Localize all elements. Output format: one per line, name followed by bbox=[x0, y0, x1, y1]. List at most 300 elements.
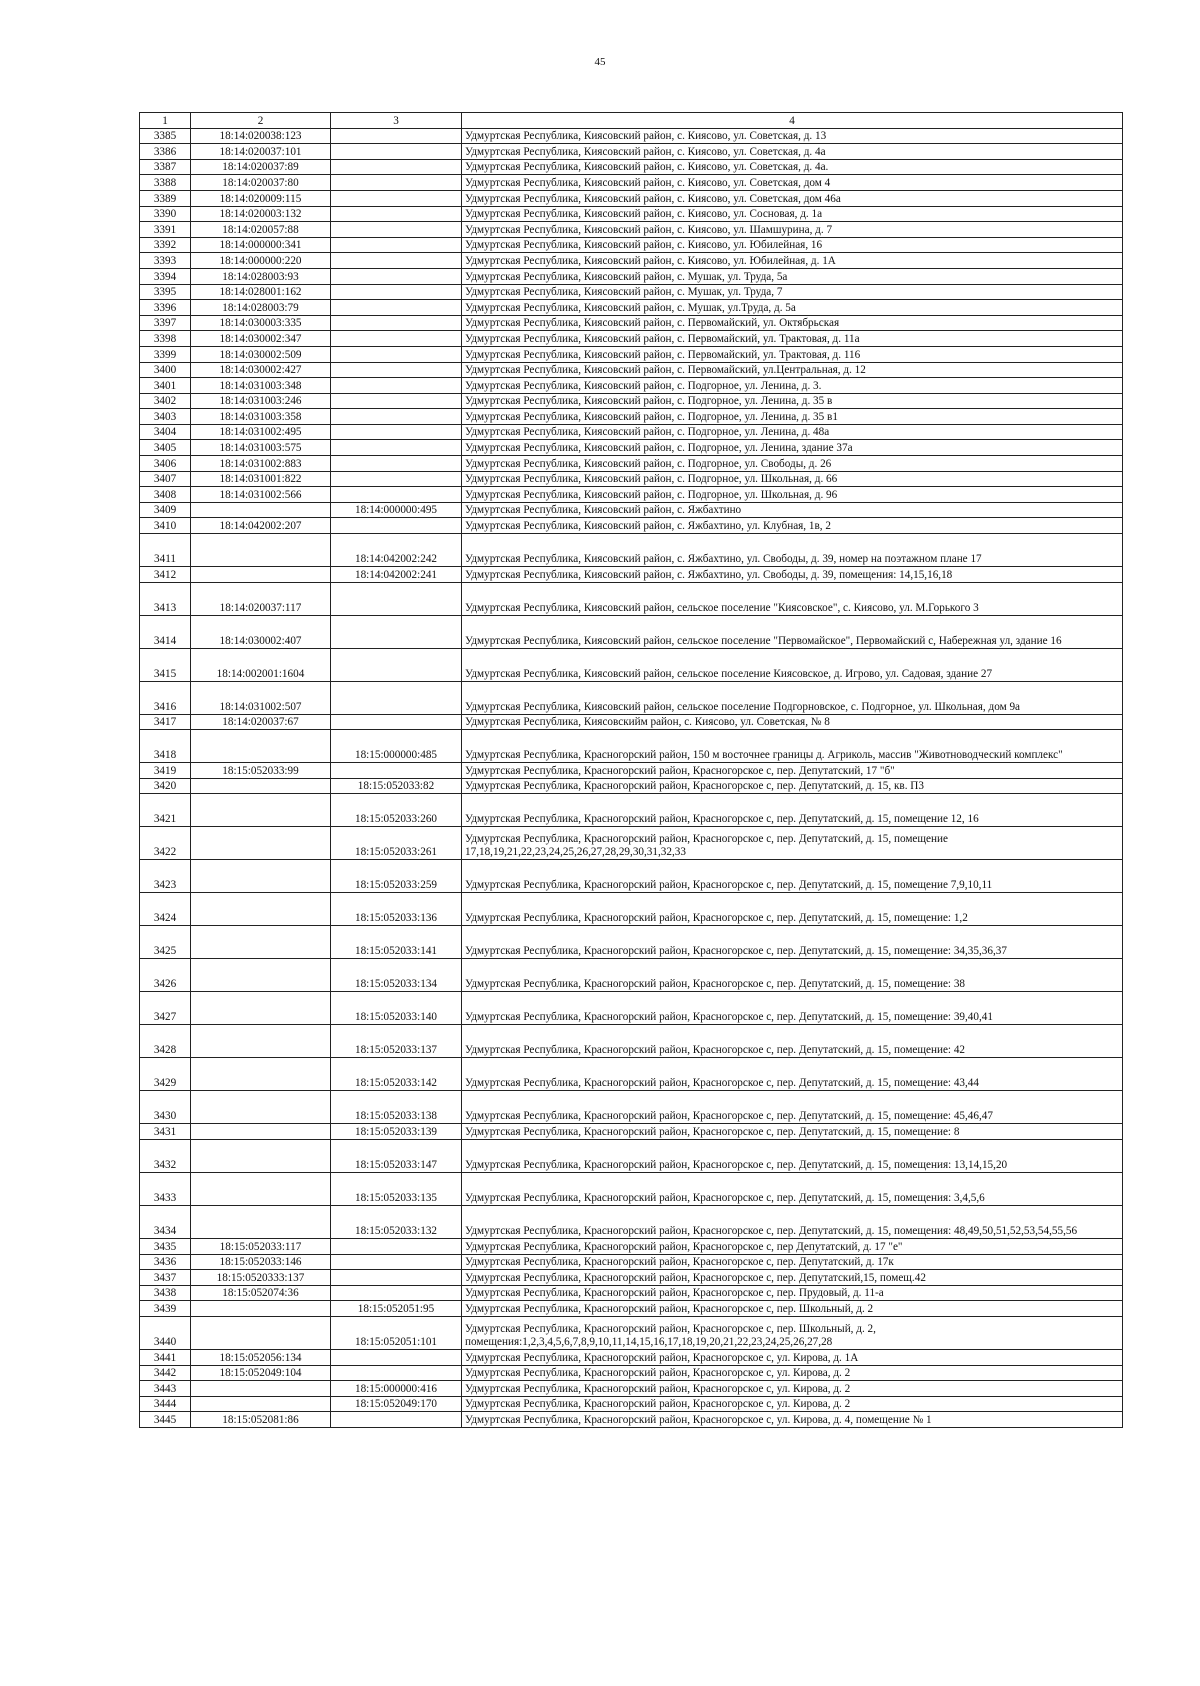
cadastral-number-col2 bbox=[191, 1124, 331, 1140]
address: Удмуртская Республика, Киясовский район, с. Мушак, ул.Труда, д. 5а bbox=[462, 300, 1123, 316]
cadastral-number-col2: 18:14:031003:348 bbox=[191, 378, 331, 394]
cadastral-number-col3 bbox=[331, 456, 462, 472]
cadastral-number-col2: 18:14:031001:822 bbox=[191, 471, 331, 487]
address: Удмуртская Республика, Киясовский район, с. Первомайский, ул. Трактовая, д. 11а bbox=[462, 331, 1123, 347]
cadastral-number-col2: 18:14:028003:93 bbox=[191, 268, 331, 284]
cadastral-number-col2: 18:14:031002:495 bbox=[191, 424, 331, 440]
row-number: 3391 bbox=[140, 222, 191, 238]
row-number: 3420 bbox=[140, 778, 191, 794]
row-number: 3411 bbox=[140, 534, 191, 567]
address: Удмуртская Республика, Киясовский район, с. Первомайский, ул.Центральная, д. 12 bbox=[462, 362, 1123, 378]
address: Удмуртская Республика, Киясовский район, с. Яжбахтино bbox=[462, 502, 1123, 518]
address: Удмуртская Республика, Киясовский район, с. Киясово, ул. Юбилейная, 16 bbox=[462, 237, 1123, 253]
address: Удмуртская Республика, Киясовский район, с. Яжбахтино, ул. Свободы, д. 39, номер на поэтажном плане 17 bbox=[462, 534, 1123, 567]
cadastral-number-col2 bbox=[191, 1381, 331, 1397]
cadastral-number-col3 bbox=[331, 615, 462, 648]
address: Удмуртская Республика, Красногорский район, Красногорское с, пер. Депутатский,15, помещ.42 bbox=[462, 1270, 1123, 1286]
row-number: 3439 bbox=[140, 1301, 191, 1317]
row-number: 3425 bbox=[140, 926, 191, 959]
table-row bbox=[140, 284, 1123, 300]
address: Удмуртская Республика, Красногорский район, Красногорское с, пер. Депутатский, д. 15, помещение: 38 bbox=[462, 959, 1123, 992]
cadastral-number-col2 bbox=[191, 502, 331, 518]
cadastral-number-col3 bbox=[331, 315, 462, 331]
table-row bbox=[140, 1124, 1123, 1140]
row-number: 3433 bbox=[140, 1173, 191, 1206]
cadastral-number-col2 bbox=[191, 567, 331, 583]
address: Удмуртская Республика, Киясовский район, с. Подгорное, ул. Ленина, д. 35 в1 bbox=[462, 409, 1123, 425]
cadastral-number-col2: 18:14:000000:341 bbox=[191, 237, 331, 253]
row-number: 3387 bbox=[140, 159, 191, 175]
table-row bbox=[140, 346, 1123, 362]
address: Удмуртская Республика, Киясовский район, с. Яжбахтино, ул. Свободы, д. 39, помещения: 14,15,16,18 bbox=[462, 567, 1123, 583]
cadastral-number-col2 bbox=[191, 1091, 331, 1124]
address: Удмуртская Республика, Красногорский район, Красногорское с, ул. Кирова, д. 1А bbox=[462, 1349, 1123, 1365]
address: Удмуртская Республика, Красногорский район, Красногорское с, ул. Кирова, д. 2 bbox=[462, 1365, 1123, 1381]
cadastral-number-col2: 18:14:031002:507 bbox=[191, 681, 331, 714]
table-body bbox=[140, 128, 1123, 1427]
table-row bbox=[140, 794, 1123, 827]
table-row bbox=[140, 190, 1123, 206]
cadastral-number-col3: 18:15:052033:147 bbox=[331, 1140, 462, 1173]
table-row bbox=[140, 487, 1123, 503]
row-number: 3429 bbox=[140, 1058, 191, 1091]
row-number: 3424 bbox=[140, 893, 191, 926]
row-number: 3390 bbox=[140, 206, 191, 222]
table-row bbox=[140, 582, 1123, 615]
cadastral-number-col2: 18:14:030003:335 bbox=[191, 315, 331, 331]
row-number: 3403 bbox=[140, 409, 191, 425]
row-number: 3436 bbox=[140, 1254, 191, 1270]
cadastral-number-col2: 18:14:030002:509 bbox=[191, 346, 331, 362]
address: Удмуртская Республика, Красногорский район, Красногорское с, пер. Депутатский, 17 "б" bbox=[462, 763, 1123, 779]
row-number: 3409 bbox=[140, 502, 191, 518]
table-row bbox=[140, 300, 1123, 316]
table-row bbox=[140, 1206, 1123, 1239]
address: Удмуртская Республика, Киясовский район, с. Киясово, ул. Юбилейная, д. 1А bbox=[462, 253, 1123, 269]
address: Удмуртская Республика, Красногорский район, Красногорское с, ул. Кирова, д. 2 bbox=[462, 1381, 1123, 1397]
address: Удмуртская Республика, Красногорский район, Красногорское с, пер. Депутатский, д. 15, помещение: 45,46,47 bbox=[462, 1091, 1123, 1124]
table-row bbox=[140, 1396, 1123, 1412]
table-row bbox=[140, 206, 1123, 222]
table-row bbox=[140, 471, 1123, 487]
cadastral-number-col3 bbox=[331, 284, 462, 300]
cadastral-number-col3: 18:15:052049:170 bbox=[331, 1396, 462, 1412]
cadastral-number-col2 bbox=[191, 794, 331, 827]
row-number: 3432 bbox=[140, 1140, 191, 1173]
cadastral-number-col3: 18:15:052033:82 bbox=[331, 778, 462, 794]
cadastral-number-col2 bbox=[191, 827, 331, 860]
table-row bbox=[140, 1173, 1123, 1206]
cadastral-number-col3 bbox=[331, 440, 462, 456]
table-row bbox=[140, 1285, 1123, 1301]
address: Удмуртская Республика, Киясовский район, сельское поселение Киясовское, д. Игрово, ул. Садовая, здание 27 bbox=[462, 648, 1123, 681]
cadastral-number-col2: 18:14:020057:88 bbox=[191, 222, 331, 238]
cadastral-number-col2: 18:14:020037:117 bbox=[191, 582, 331, 615]
row-number: 3443 bbox=[140, 1381, 191, 1397]
table-row bbox=[140, 992, 1123, 1025]
cadastral-number-col2 bbox=[191, 959, 331, 992]
column-header-3: 3 bbox=[331, 113, 462, 129]
address: Удмуртская Республика, Киясовский район, с. Подгорное, ул. Ленина, д. 48а bbox=[462, 424, 1123, 440]
cadastral-number-col2: 18:15:052056:134 bbox=[191, 1349, 331, 1365]
cadastral-number-col3 bbox=[331, 393, 462, 409]
cadastral-number-col3 bbox=[331, 518, 462, 534]
cadastral-number-col3 bbox=[331, 268, 462, 284]
cadastral-number-col2 bbox=[191, 1140, 331, 1173]
row-number: 3442 bbox=[140, 1365, 191, 1381]
table-row bbox=[140, 175, 1123, 191]
table-row bbox=[140, 253, 1123, 269]
table-row bbox=[140, 518, 1123, 534]
cadastral-number-col2: 18:14:000000:220 bbox=[191, 253, 331, 269]
row-number: 3440 bbox=[140, 1316, 191, 1349]
address: Удмуртская Республика, Киясовский район, с. Киясово, ул. Советская, д. 13 bbox=[462, 128, 1123, 144]
table-row bbox=[140, 1349, 1123, 1365]
cadastral-number-col2: 18:14:002001:1604 bbox=[191, 648, 331, 681]
address: Удмуртская Республика, Красногорский район, Красногорское с, пер. Депутатский, д. 15, помещение: 1,2 bbox=[462, 893, 1123, 926]
cadastral-number-col2: 18:14:020037:89 bbox=[191, 159, 331, 175]
cadastral-number-col3 bbox=[331, 237, 462, 253]
cadastral-number-col2: 18:14:020038:123 bbox=[191, 128, 331, 144]
address: Удмуртская Республика, Красногорский район, Красногорское с, пер. Депутатский, д. 15, кв. П3 bbox=[462, 778, 1123, 794]
address: Удмуртская Республика, Красногорский район, Красногорское с, пер. Депутатский, д. 15, помещение 7,9,10,11 bbox=[462, 860, 1123, 893]
table-row bbox=[140, 1381, 1123, 1397]
cadastral-number-col3 bbox=[331, 378, 462, 394]
table-row bbox=[140, 1270, 1123, 1286]
cadastral-number-col3 bbox=[331, 1254, 462, 1270]
row-number: 3401 bbox=[140, 378, 191, 394]
cadastral-number-col3: 18:15:052033:261 bbox=[331, 827, 462, 860]
table-row bbox=[140, 1140, 1123, 1173]
cadastral-number-col3 bbox=[331, 471, 462, 487]
row-number: 3402 bbox=[140, 393, 191, 409]
cadastral-number-col2: 18:14:031003:246 bbox=[191, 393, 331, 409]
address: Удмуртская Республика, Киясовский район, с. Киясово, ул. Советская, дом 4 bbox=[462, 175, 1123, 191]
row-number: 3427 bbox=[140, 992, 191, 1025]
table-row bbox=[140, 237, 1123, 253]
row-number: 3414 bbox=[140, 615, 191, 648]
row-number: 3388 bbox=[140, 175, 191, 191]
cadastral-number-col3 bbox=[331, 1349, 462, 1365]
table-row bbox=[140, 424, 1123, 440]
table-row bbox=[140, 159, 1123, 175]
table-row bbox=[140, 681, 1123, 714]
row-number: 3410 bbox=[140, 518, 191, 534]
table-row bbox=[140, 409, 1123, 425]
cadastral-number-col3: 18:15:052033:260 bbox=[331, 794, 462, 827]
cadastral-number-col3: 18:14:042002:241 bbox=[331, 567, 462, 583]
address: Удмуртская Республика, Киясовский район, сельское поселение Подгорновское, с. Подгорное, ул. Школьная, дом 9а bbox=[462, 681, 1123, 714]
table-row bbox=[140, 763, 1123, 779]
cadastral-number-col3 bbox=[331, 144, 462, 160]
cadastral-number-col3 bbox=[331, 222, 462, 238]
table-row bbox=[140, 778, 1123, 794]
address: Удмуртская Республика, Киясовский район, с. Подгорное, ул. Ленина, д. 35 в bbox=[462, 393, 1123, 409]
cadastral-number-col2: 18:14:030002:347 bbox=[191, 331, 331, 347]
table-row bbox=[140, 144, 1123, 160]
cadastral-number-col2: 18:14:031003:358 bbox=[191, 409, 331, 425]
row-number: 3434 bbox=[140, 1206, 191, 1239]
row-number: 3406 bbox=[140, 456, 191, 472]
cadastral-number-col2 bbox=[191, 992, 331, 1025]
row-number: 3395 bbox=[140, 284, 191, 300]
row-number: 3400 bbox=[140, 362, 191, 378]
address: Удмуртская Республика, Красногорский район, Красногорское с, пер. Прудовый, д. 11-а bbox=[462, 1285, 1123, 1301]
table-row bbox=[140, 827, 1123, 860]
address: Удмуртская Республика, Красногорский район, Красногорское с, пер. Депутатский, д. 15, помещение: 34,35,36,37 bbox=[462, 926, 1123, 959]
address: Удмуртская Республика, Красногорский район, 150 м восточнее границы д. Агриколь, массив "Животноводческий комплекс" bbox=[462, 730, 1123, 763]
cadastral-number-col3 bbox=[331, 424, 462, 440]
address: Удмуртская Республика, Красногорский район, Красногорское с, пер. Депутатский, д. 15, помещение: 8 bbox=[462, 1124, 1123, 1140]
cadastral-number-col3: 18:15:052051:95 bbox=[331, 1301, 462, 1317]
address: Удмуртская Республика, Красногорский район, Красногорское с, пер Депутатский, д. 17 "е" bbox=[462, 1239, 1123, 1255]
cadastral-number-col3: 18:14:042002:242 bbox=[331, 534, 462, 567]
cadastral-number-col3 bbox=[331, 206, 462, 222]
address: Удмуртская Республика, Красногорский район, Красногорское с, пер. Депутатский, д. 15, помещение: 43,44 bbox=[462, 1058, 1123, 1091]
cadastral-number-col3 bbox=[331, 681, 462, 714]
row-number: 3394 bbox=[140, 268, 191, 284]
cadastral-number-col3 bbox=[331, 128, 462, 144]
cadastral-number-col2: 18:14:020009:115 bbox=[191, 190, 331, 206]
address: Удмуртская Республика, Киясовский район, с. Первомайский, ул. Октябрьская bbox=[462, 315, 1123, 331]
page-number: 45 bbox=[594, 56, 606, 68]
row-number: 3441 bbox=[140, 1349, 191, 1365]
address: Удмуртская Республика, Киясовский район, с. Яжбахтино, ул. Клубная, 1в, 2 bbox=[462, 518, 1123, 534]
cadastral-number-col2 bbox=[191, 1396, 331, 1412]
cadastral-number-col3: 18:15:052033:135 bbox=[331, 1173, 462, 1206]
address: Удмуртская Республика, Киясовский район, сельское поселение "Первомайское", Первомайский с, Набережная ул, здание 16 bbox=[462, 615, 1123, 648]
table-row bbox=[140, 1316, 1123, 1349]
cadastral-number-col2: 18:14:020037:101 bbox=[191, 144, 331, 160]
cadastral-number-col3: 18:15:052051:101 bbox=[331, 1316, 462, 1349]
cadastral-number-col2: 18:15:052033:146 bbox=[191, 1254, 331, 1270]
cadastral-number-col3 bbox=[331, 1285, 462, 1301]
cadastral-number-col2: 18:15:0520333:137 bbox=[191, 1270, 331, 1286]
table-row bbox=[140, 456, 1123, 472]
cadastral-number-col2: 18:14:020037:80 bbox=[191, 175, 331, 191]
table-row bbox=[140, 1254, 1123, 1270]
row-number: 3431 bbox=[140, 1124, 191, 1140]
row-number: 3417 bbox=[140, 714, 191, 730]
address: Удмуртская Республика, Киясовский район, с. Подгорное, ул. Школьная, д. 96 bbox=[462, 487, 1123, 503]
address: Удмуртская Республика, Красногорский район, Красногорское с, пер. Депутатский, д. 15, помещение 17,18,19,21,22,23,24,25,26,27,28,29,30,31,32,33 bbox=[462, 827, 1123, 860]
cadastral-number-col3: 18:15:052033:137 bbox=[331, 1025, 462, 1058]
address: Удмуртская Республика, Киясовский район, с. Подгорное, ул. Школьная, д. 66 bbox=[462, 471, 1123, 487]
table-row bbox=[140, 128, 1123, 144]
cadastral-number-col3: 18:15:052033:141 bbox=[331, 926, 462, 959]
cadastral-number-col3: 18:15:052033:139 bbox=[331, 1124, 462, 1140]
table-row bbox=[140, 1365, 1123, 1381]
row-number: 3418 bbox=[140, 730, 191, 763]
cadastral-number-col3: 18:15:052033:259 bbox=[331, 860, 462, 893]
cadastral-number-col3 bbox=[331, 1270, 462, 1286]
column-header-1: 1 bbox=[140, 113, 191, 129]
address: Удмуртская Республика, Красногорский район, Красногорское с, пер. Депутатский, д. 15, помещения: 3,4,5,6 bbox=[462, 1173, 1123, 1206]
row-number: 3386 bbox=[140, 144, 191, 160]
cadastral-number-col2 bbox=[191, 1301, 331, 1317]
cadastral-number-col3 bbox=[331, 648, 462, 681]
address: Удмуртская Республика, Киясовский район, с. Мушак, ул. Труда, 7 bbox=[462, 284, 1123, 300]
cadastral-number-col3: 18:15:052033:142 bbox=[331, 1058, 462, 1091]
row-number: 3421 bbox=[140, 794, 191, 827]
address: Удмуртская Республика, Киясовский район, с. Киясово, ул. Советская, д. 4а. bbox=[462, 159, 1123, 175]
row-number: 3430 bbox=[140, 1091, 191, 1124]
table-row bbox=[140, 534, 1123, 567]
cadastral-number-col3 bbox=[331, 409, 462, 425]
cadastral-number-col2 bbox=[191, 534, 331, 567]
address: Удмуртская Республика, Киясовский район, с. Подгорное, ул. Ленина, д. 3. bbox=[462, 378, 1123, 394]
table-row bbox=[140, 440, 1123, 456]
row-number: 3428 bbox=[140, 1025, 191, 1058]
address: Удмуртская Республика, Красногорский район, Красногорское с, ул. Кирова, д. 4, помещение № 1 bbox=[462, 1412, 1123, 1428]
cadastral-number-col3: 18:15:052033:140 bbox=[331, 992, 462, 1025]
cadastral-number-col3 bbox=[331, 190, 462, 206]
cadastral-number-col2: 18:14:031002:883 bbox=[191, 456, 331, 472]
cadastral-number-col2: 18:14:031003:575 bbox=[191, 440, 331, 456]
table-row bbox=[140, 378, 1123, 394]
table-row bbox=[140, 860, 1123, 893]
column-header-2: 2 bbox=[191, 113, 331, 129]
cadastral-number-col3 bbox=[331, 487, 462, 503]
address: Удмуртская Республика, Красногорский район, Красногорское с, пер. Депутатский, д. 15, помещение: 39,40,41 bbox=[462, 992, 1123, 1025]
cadastral-number-col3 bbox=[331, 1412, 462, 1428]
table-row bbox=[140, 1058, 1123, 1091]
cadastral-number-col3 bbox=[331, 582, 462, 615]
row-number: 3422 bbox=[140, 827, 191, 860]
cadastral-number-col2: 18:15:052033:99 bbox=[191, 763, 331, 779]
row-number: 3399 bbox=[140, 346, 191, 362]
cadastral-number-col2: 18:14:030002:427 bbox=[191, 362, 331, 378]
address: Удмуртская Республика, Киясовский район, с. Киясово, ул. Сосновая, д. 1а bbox=[462, 206, 1123, 222]
address: Удмуртская Республика, Киясовский район, с. Киясово, ул. Советская, дом 46а bbox=[462, 190, 1123, 206]
row-number: 3392 bbox=[140, 237, 191, 253]
cadastral-number-col2: 18:14:031002:566 bbox=[191, 487, 331, 503]
table-row bbox=[140, 1412, 1123, 1428]
table-row bbox=[140, 362, 1123, 378]
table-row bbox=[140, 615, 1123, 648]
cadastral-number-col2: 18:14:028003:79 bbox=[191, 300, 331, 316]
cadastral-number-col3: 18:15:000000:485 bbox=[331, 730, 462, 763]
cadastral-number-col2 bbox=[191, 730, 331, 763]
address: Удмуртская Республика, Киясовский район, с. Киясово, ул. Советская, д. 4а bbox=[462, 144, 1123, 160]
row-number: 3438 bbox=[140, 1285, 191, 1301]
cadastral-number-col2: 18:14:042002:207 bbox=[191, 518, 331, 534]
cadastral-number-col3 bbox=[331, 346, 462, 362]
cadastral-number-col2: 18:15:052074:36 bbox=[191, 1285, 331, 1301]
row-number: 3445 bbox=[140, 1412, 191, 1428]
column-header-4: 4 bbox=[462, 113, 1123, 129]
address: Удмуртская Республика, Красногорский район, Красногорское с, пер. Депутатский, д. 15, помещения: 13,14,15,20 bbox=[462, 1140, 1123, 1173]
cadastral-number-col2: 18:14:030002:407 bbox=[191, 615, 331, 648]
address: Удмуртская Республика, Красногорский район, Красногорское с, пер. Депутатский, д. 17к bbox=[462, 1254, 1123, 1270]
cadastral-number-col3 bbox=[331, 253, 462, 269]
cadastral-number-col3: 18:15:052033:134 bbox=[331, 959, 462, 992]
address: Удмуртская Республика, Красногорский район, Красногорское с, пер. Школьный, д. 2 bbox=[462, 1301, 1123, 1317]
cadastral-number-col3 bbox=[331, 300, 462, 316]
table-row bbox=[140, 926, 1123, 959]
row-number: 3385 bbox=[140, 128, 191, 144]
table-row bbox=[140, 959, 1123, 992]
cadastral-number-col2 bbox=[191, 1058, 331, 1091]
table-row bbox=[140, 331, 1123, 347]
row-number: 3412 bbox=[140, 567, 191, 583]
cadastral-number-col2 bbox=[191, 1206, 331, 1239]
cadastral-number-col3: 18:15:000000:416 bbox=[331, 1381, 462, 1397]
table-row bbox=[140, 502, 1123, 518]
row-number: 3393 bbox=[140, 253, 191, 269]
row-number: 3408 bbox=[140, 487, 191, 503]
cadastral-number-col3 bbox=[331, 1365, 462, 1381]
table-row bbox=[140, 393, 1123, 409]
table-row bbox=[140, 1025, 1123, 1058]
cadastral-number-col3: 18:15:052033:132 bbox=[331, 1206, 462, 1239]
cadastral-number-col2 bbox=[191, 1025, 331, 1058]
address: Удмуртская Республика, Киясовский район, с. Мушак, ул. Труда, 5а bbox=[462, 268, 1123, 284]
row-number: 3407 bbox=[140, 471, 191, 487]
cadastral-number-col2 bbox=[191, 1316, 331, 1349]
row-number: 3397 bbox=[140, 315, 191, 331]
table-row bbox=[140, 567, 1123, 583]
table-row bbox=[140, 648, 1123, 681]
cadastral-number-col2 bbox=[191, 926, 331, 959]
address: Удмуртская Республика, Киясовский район, сельское поселение "Киясовское", с. Киясово, ул. М.Горького 3 bbox=[462, 582, 1123, 615]
cadastral-number-col3 bbox=[331, 714, 462, 730]
row-number: 3435 bbox=[140, 1239, 191, 1255]
cadastral-number-col3: 18:15:052033:136 bbox=[331, 893, 462, 926]
address: Удмуртская Республика, Киясовскийм район, с. Киясово, ул. Советская, № 8 bbox=[462, 714, 1123, 730]
row-number: 3389 bbox=[140, 190, 191, 206]
cadastral-number-col3 bbox=[331, 175, 462, 191]
cadastral-number-col3: 18:14:000000:495 bbox=[331, 502, 462, 518]
row-number: 3444 bbox=[140, 1396, 191, 1412]
address: Удмуртская Республика, Красногорский район, Красногорское с, ул. Кирова, д. 2 bbox=[462, 1396, 1123, 1412]
address: Удмуртская Республика, Красногорский район, Красногорское с, пер. Депутатский, д. 15, помещение 12, 16 bbox=[462, 794, 1123, 827]
cadastral-number-col3 bbox=[331, 331, 462, 347]
cadastral-number-col3 bbox=[331, 362, 462, 378]
cadastral-number-col2: 18:15:052033:117 bbox=[191, 1239, 331, 1255]
address: Удмуртская Республика, Киясовский район, с. Подгорное, ул. Ленина, здание 37а bbox=[462, 440, 1123, 456]
row-number: 3413 bbox=[140, 582, 191, 615]
table-row bbox=[140, 315, 1123, 331]
cadastral-number-col2: 18:15:052081:86 bbox=[191, 1412, 331, 1428]
table-row bbox=[140, 714, 1123, 730]
address: Удмуртская Республика, Красногорский район, Красногорское с, пер. Депутатский, д. 15, помещения: 48,49,50,51,52,53,54,55,56 bbox=[462, 1206, 1123, 1239]
address: Удмуртская Республика, Киясовский район, с. Первомайский, ул. Трактовая, д. 116 bbox=[462, 346, 1123, 362]
cadastral-number-col2 bbox=[191, 860, 331, 893]
cadastral-number-col2 bbox=[191, 778, 331, 794]
row-number: 3396 bbox=[140, 300, 191, 316]
cadastral-number-col2 bbox=[191, 1173, 331, 1206]
cadastral-number-col3 bbox=[331, 763, 462, 779]
table-row bbox=[140, 893, 1123, 926]
cadastral-number-col3 bbox=[331, 1239, 462, 1255]
row-number: 3419 bbox=[140, 763, 191, 779]
table-header bbox=[140, 113, 1123, 129]
table-row bbox=[140, 730, 1123, 763]
cadastral-number-col2: 18:15:052049:104 bbox=[191, 1365, 331, 1381]
row-number: 3405 bbox=[140, 440, 191, 456]
row-number: 3437 bbox=[140, 1270, 191, 1286]
table-row bbox=[140, 268, 1123, 284]
address: Удмуртская Республика, Киясовский район, с. Подгорное, ул. Свободы, д. 26 bbox=[462, 456, 1123, 472]
address: Удмуртская Республика, Киясовский район, с. Киясово, ул. Шамшурина, д. 7 bbox=[462, 222, 1123, 238]
row-number: 3416 bbox=[140, 681, 191, 714]
table-row bbox=[140, 222, 1123, 238]
row-number: 3398 bbox=[140, 331, 191, 347]
address: Удмуртская Республика, Красногорский район, Красногорское с, пер. Депутатский, д. 15, помещение: 42 bbox=[462, 1025, 1123, 1058]
row-number: 3415 bbox=[140, 648, 191, 681]
cadastral-number-col3: 18:15:052033:138 bbox=[331, 1091, 462, 1124]
